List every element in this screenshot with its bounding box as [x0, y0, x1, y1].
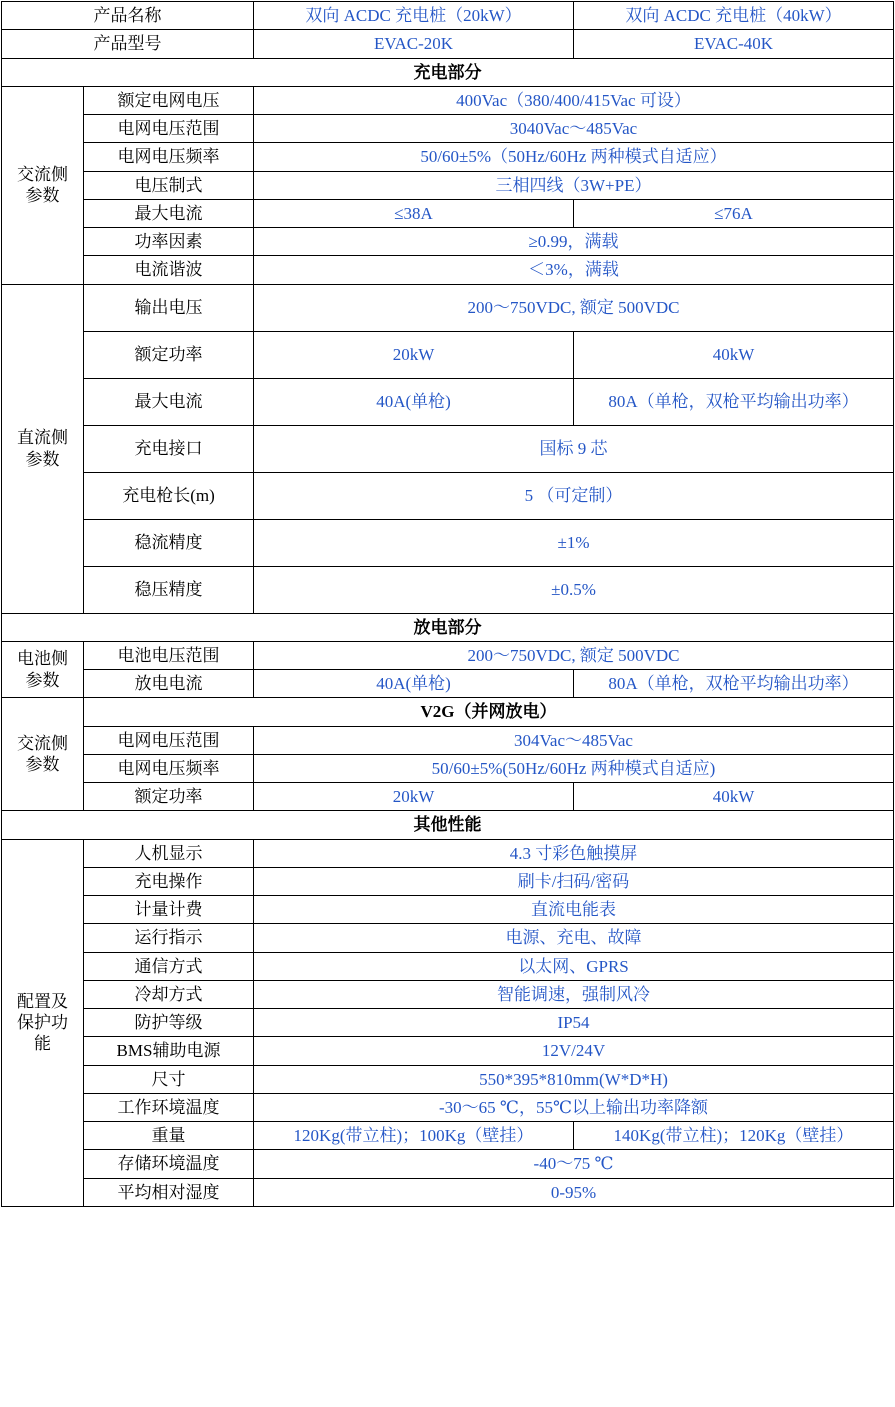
- section-title-discharging: 放电部分: [2, 613, 894, 641]
- row-item-label: 电池电压范围: [84, 641, 254, 669]
- row-value-a: 20kW: [254, 783, 574, 811]
- row-item-label: 存储环境温度: [84, 1150, 254, 1178]
- row-value: 国标 9 芯: [254, 425, 894, 472]
- side-label-ac: [2, 86, 84, 284]
- row-item-label: 冷却方式: [84, 980, 254, 1008]
- table-row: [2, 1009, 894, 1037]
- section-title-other: 其他性能: [2, 811, 894, 839]
- row-value: 200～750VDC, 额定 500VDC: [254, 284, 894, 331]
- table-row: [2, 519, 894, 566]
- row-item-label: 充电接口: [84, 425, 254, 472]
- row-value-b: 40kW: [574, 331, 894, 378]
- table-row: [2, 924, 894, 952]
- row-item-label: 电流谐波: [84, 256, 254, 284]
- product-model-value-a: EVAC-20K: [254, 30, 574, 58]
- row-value: 电源、充电、故障: [254, 924, 894, 952]
- table-row: [2, 256, 894, 284]
- row-value: 200～750VDC, 额定 500VDC: [254, 641, 894, 669]
- row-item-label: 平均相对湿度: [84, 1178, 254, 1206]
- row-value: 50/60±5%(50Hz/60Hz 两种模式自适应): [254, 754, 894, 782]
- row-item-label: 电压制式: [84, 171, 254, 199]
- row-value: 304Vac～485Vac: [254, 726, 894, 754]
- row-item-label: 计量计费: [84, 896, 254, 924]
- row-value: ≥0.99，满载: [254, 228, 894, 256]
- table-row: [2, 783, 894, 811]
- row-item-label: BMS辅助电源: [84, 1037, 254, 1065]
- table-row: [2, 867, 894, 895]
- row-value-b: 140Kg(带立柱)；120Kg（壁挂）: [574, 1122, 894, 1150]
- table-row: [2, 1065, 894, 1093]
- row-item-label: 电网电压范围: [84, 726, 254, 754]
- side-label-battery-line1: 电池侧: [17, 649, 68, 669]
- row-value: 0-95%: [254, 1178, 894, 1206]
- section-header-charging: [2, 58, 894, 86]
- row-value-a: ≤38A: [254, 199, 574, 227]
- row-value-b: 80A（单枪，双枪平均输出功率）: [574, 670, 894, 698]
- table-row: [2, 1178, 894, 1206]
- row-item-label: 稳压精度: [84, 566, 254, 613]
- table-row: [2, 472, 894, 519]
- row-item-label: 重量: [84, 1122, 254, 1150]
- table-row: [2, 670, 894, 698]
- row-value-b: ≤76A: [574, 199, 894, 227]
- row-item-label: 稳流精度: [84, 519, 254, 566]
- row-item-label: 防护等级: [84, 1009, 254, 1037]
- row-value: 50/60±5%（50Hz/60Hz 两种模式自适应）: [254, 143, 894, 171]
- row-value: IP54: [254, 1009, 894, 1037]
- side-label-config-line3: 能: [34, 1034, 51, 1054]
- table-row: [2, 1093, 894, 1121]
- product-name-value-b: 双向 ACDC 充电桩（40kW）: [574, 2, 894, 30]
- table-row: [2, 726, 894, 754]
- side-label-ac2-line1: 交流侧: [17, 734, 68, 753]
- row-item-label: 功率因素: [84, 228, 254, 256]
- row-value-a: 120Kg(带立柱)；100Kg（壁挂）: [254, 1122, 574, 1150]
- side-label-config-line2: 保护功: [17, 1013, 68, 1032]
- side-label-config-line1: 配置及: [17, 991, 68, 1011]
- section-header-other: [2, 811, 894, 839]
- row-item-label: 运行指示: [84, 924, 254, 952]
- row-value: 以太网、GPRS: [254, 952, 894, 980]
- row-value-a: 20kW: [254, 331, 574, 378]
- section-header-discharging: [2, 613, 894, 641]
- row-value: 直流电能表: [254, 896, 894, 924]
- table-row: [2, 331, 894, 378]
- product-name-value-a: 双向 ACDC 充电桩（20kW）: [254, 2, 574, 30]
- table-row: [2, 228, 894, 256]
- table-row-product-model: [2, 30, 894, 58]
- row-value: 12V/24V: [254, 1037, 894, 1065]
- row-value-a: 40A(单枪): [254, 378, 574, 425]
- side-label-ac-line2: 参数: [25, 186, 60, 206]
- row-value: 4.3 寸彩色触摸屏: [254, 839, 894, 867]
- side-label-config: [2, 839, 84, 1206]
- table-row: [2, 171, 894, 199]
- row-value: 400Vac（380/400/415Vac 可设）: [254, 86, 894, 114]
- table-row: [2, 641, 894, 669]
- table-row-product-name: [2, 2, 894, 30]
- side-label-ac-line1: 交流侧: [17, 164, 68, 184]
- row-item-label: 充电操作: [84, 867, 254, 895]
- row-item-label: 最大电流: [84, 378, 254, 425]
- row-item-label: 通信方式: [84, 952, 254, 980]
- row-item-label: 电网电压频率: [84, 143, 254, 171]
- row-item-label: 最大电流: [84, 199, 254, 227]
- table-row: [2, 115, 894, 143]
- table-row: [2, 378, 894, 425]
- side-label-dc: [2, 284, 84, 613]
- row-item-label: 电网电压范围: [84, 115, 254, 143]
- side-label-dc-line1: 直流侧: [17, 428, 68, 448]
- table-row: [2, 1037, 894, 1065]
- table-row: [2, 566, 894, 613]
- row-value-b: 80A（单枪，双枪平均输出功率）: [574, 378, 894, 425]
- side-label-battery-line2: 参数: [25, 670, 60, 690]
- side-label-battery: [2, 641, 84, 698]
- table-row: [2, 425, 894, 472]
- table-row: [2, 284, 894, 331]
- table-row: [2, 86, 894, 114]
- table-row: [2, 896, 894, 924]
- row-value: 550*395*810mm(W*D*H): [254, 1065, 894, 1093]
- table-row: [2, 1150, 894, 1178]
- row-value-b: 40kW: [574, 783, 894, 811]
- row-item-label: 人机显示: [84, 839, 254, 867]
- row-value: 5 （可定制）: [254, 472, 894, 519]
- row-item-label: 电网电压频率: [84, 754, 254, 782]
- row-item-label: 工作环境温度: [84, 1093, 254, 1121]
- row-value: ＜3%，满载: [254, 256, 894, 284]
- row-item-label: 额定功率: [84, 783, 254, 811]
- section-header-v2g: [2, 698, 894, 726]
- table-row: [2, 199, 894, 227]
- row-item-label: 充电枪长(m): [84, 472, 254, 519]
- table-row: [2, 952, 894, 980]
- side-label-ac2: [2, 698, 84, 811]
- table-row: [2, 980, 894, 1008]
- product-model-label: 产品型号: [2, 30, 254, 58]
- table-row: [2, 754, 894, 782]
- row-value: -30～65 ℃，55℃以上输出功率降额: [254, 1093, 894, 1121]
- row-value: 智能调速，强制风冷: [254, 980, 894, 1008]
- table-row: [2, 1122, 894, 1150]
- table-row: [2, 143, 894, 171]
- side-label-dc-line2: 参数: [25, 449, 60, 469]
- specification-table: [1, 1, 894, 1207]
- product-model-value-b: EVAC-40K: [574, 30, 894, 58]
- row-item-label: 额定功率: [84, 331, 254, 378]
- side-label-ac2-line2: 参数: [25, 755, 60, 775]
- row-value: 三相四线（3W+PE）: [254, 171, 894, 199]
- row-value-a: 40A(单枪): [254, 670, 574, 698]
- row-value: 3040Vac～485Vac: [254, 115, 894, 143]
- product-name-label: 产品名称: [2, 2, 254, 30]
- row-value: -40～75 ℃: [254, 1150, 894, 1178]
- section-title-charging: 充电部分: [2, 58, 894, 86]
- row-item-label: 额定电网电压: [84, 86, 254, 114]
- row-item-label: 输出电压: [84, 284, 254, 331]
- row-item-label: 尺寸: [84, 1065, 254, 1093]
- row-item-label: 放电电流: [84, 670, 254, 698]
- row-value: ±0.5%: [254, 566, 894, 613]
- row-value: 刷卡/扫码/密码: [254, 867, 894, 895]
- section-title-v2g: V2G（并网放电）: [84, 698, 894, 726]
- row-value: ±1%: [254, 519, 894, 566]
- table-row: [2, 839, 894, 867]
